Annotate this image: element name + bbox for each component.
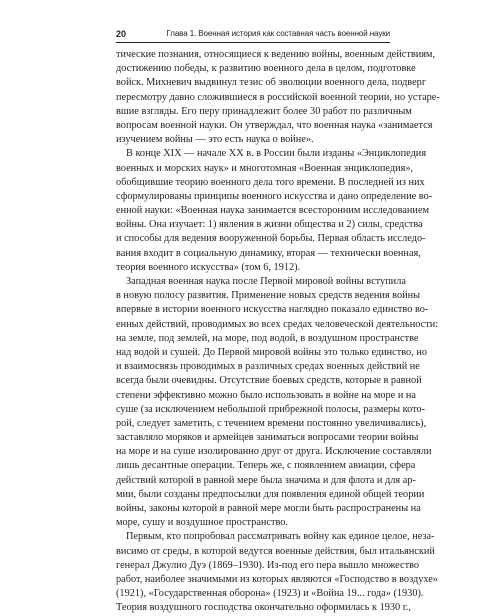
text-line: вшие взгляды. Его перу принадлежит более 30 работ по различным xyxy=(116,105,412,117)
text-line: енных действий, проводимых во всех средах человеческой деятельности: xyxy=(116,318,439,330)
text-line: генерал Джулио Дуэ (1869–1930). Из-под его пера вышло множество xyxy=(116,559,420,571)
text-line: заставляло моряков и армейцев заниматься вопросами теории войны xyxy=(116,432,419,444)
text-line: сформулированы принципы военного искусства и дано определение во- xyxy=(116,190,433,202)
text-line: и способы для ведения вооруженной борьбы. Первая область исследо- xyxy=(116,233,426,245)
text-line: висимо от среды, в которой ведутся военные действия, был итальянский xyxy=(116,545,435,557)
text-line: пересмотру давно сложившиеся в российской военной теории, но устаре- xyxy=(116,91,440,103)
text-line: изучением войны — это есть наука о войне». xyxy=(116,134,314,146)
text-line: войны. Она изучает: 1) явления в жизни общества и 2) силы, средства xyxy=(116,219,423,231)
text-line: теория военного искусства» (том 6, 1912). xyxy=(116,261,301,273)
text-line: действий которой в равной мере была значима и для флота и для ар- xyxy=(116,474,416,486)
text-line: работ, наиболее значимыми из которых являются «Господство в воздухе» xyxy=(116,573,438,585)
text-line: енной науки: «Военная наука занимается всесторонним исследованием xyxy=(116,205,430,217)
running-head-title: Глава 1. Военная история как составная часть военной науки xyxy=(166,29,390,38)
text-line: степени эффективно можно было использовать в войне на море и на xyxy=(116,389,416,401)
text-line: тические познания, относящиеся к ведению войны, военным действиям, xyxy=(116,49,436,60)
text-line: В конце XIX — начале XX в. в России были изданы «Энциклопедия xyxy=(126,148,427,160)
running-header xyxy=(116,28,390,43)
text-line: впервые в истории военного искусства наглядно показало единство во- xyxy=(116,304,429,316)
text-line: войны, законы которой в равной мере могли быть распространены на xyxy=(116,503,421,514)
text-line: на земле, под землей, на море, под водой, в воздушном пространстве xyxy=(116,332,419,344)
text-line: военных и морских наук» и многотомная «Военная энциклопедия», xyxy=(116,162,414,174)
text-line: всегда были очевидны. Отсутствие боевых средств, которые в равной xyxy=(116,375,422,387)
body-text xyxy=(116,48,440,616)
text-line: на море и на суше изолированно друг от друга. Исключение составляли xyxy=(116,446,432,458)
text-line: Теория воздушного господства окончательно оформилась к 1930 г., xyxy=(116,602,411,614)
text-line: лишь десантные операции. Теперь же, с появлением авиации, сфера xyxy=(116,460,416,472)
text-line: мии, были созданы предпосылки для появления единой общей теории xyxy=(116,488,425,500)
text-line: суше (за исключением небольшой прибрежной полосы, размеры кото- xyxy=(116,403,426,415)
text-line: и взаимосвязь проводимых в различных средах военных действий не xyxy=(116,361,420,373)
page-number: 20 xyxy=(116,29,127,39)
text-line: в новую полосу развития. Применение новых средств ведения войны xyxy=(116,290,421,302)
text-line: над водой и сушей. До Первой мировой войны это только единство, но xyxy=(116,346,427,358)
text-line: достижению победы, к развитию военного дела в целом, подготовке xyxy=(116,63,416,75)
text-line: Первым, кто попробовал рассматривать войну как единое целое, неза- xyxy=(126,531,435,543)
text-line: войск. Михневич выдвинул тезис об эволюции военного дела, подверг xyxy=(116,77,427,89)
text-line: вопросам военной науки. Он утверждал, что военная наука «занимается xyxy=(116,119,433,131)
text-line: Западная военная наука после Первой мировой войны вступила xyxy=(126,276,406,287)
text-line: (1921), «Государственная оборона» (1923) и «Война 19... года» (1930). xyxy=(116,588,424,600)
text-line: обобщившие теорию военного дела того времени. В последней из них xyxy=(116,176,425,188)
text-line: вания входит в социальную динамику, вторая — технически военная, xyxy=(116,247,421,259)
text-line: рой, следует заметить, с течением времени постоянно увеличивались), xyxy=(116,417,427,429)
text-line: море, сушу и воздушное пространство. xyxy=(116,517,288,529)
